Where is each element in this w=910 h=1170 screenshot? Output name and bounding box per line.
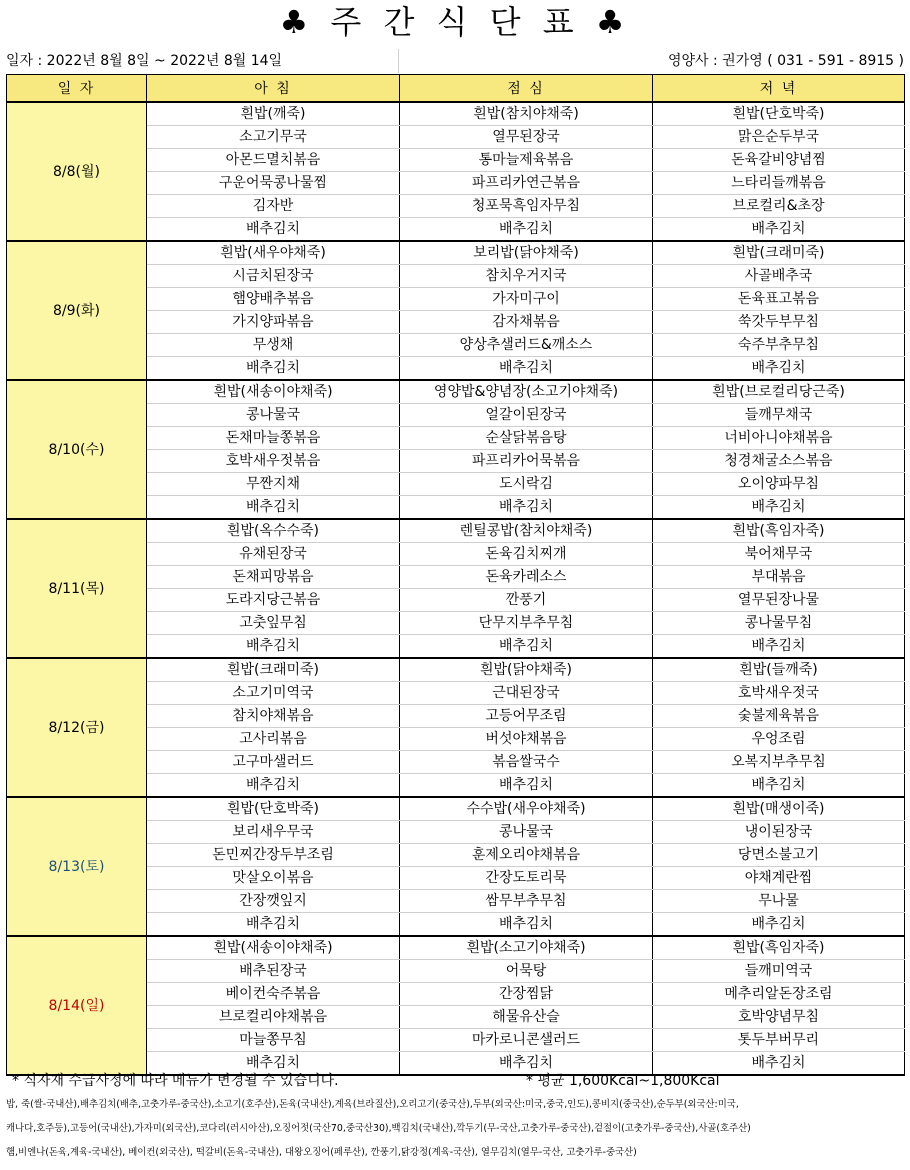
- footnotes: [6, 1068, 904, 1170]
- lunch-cell: 돈육카레소스: [400, 566, 653, 589]
- breakfast-cell: 흰밥(깨죽): [147, 102, 400, 126]
- date-cell: 8/9(화): [7, 241, 147, 380]
- dinner-cell: 흰밥(흑임자죽): [653, 519, 905, 543]
- dinner-cell: 냉이된장국: [653, 821, 905, 844]
- calorie-notice: * 평균 1,600Kcal~1,800Kcal: [526, 1073, 720, 1089]
- lunch-cell: 영양밥&양념장(소고기야채죽): [400, 380, 653, 404]
- lunch-cell: 해물유산슬: [400, 1006, 653, 1029]
- menu-body: [7, 102, 905, 1075]
- dinner-cell: 메추리알돈장조림: [653, 983, 905, 1006]
- breakfast-cell: 돈민찌간장두부조림: [147, 844, 400, 867]
- column-header-breakfast: 아 침: [147, 75, 400, 103]
- menu-row: [7, 936, 905, 960]
- breakfast-cell: 흰밥(옥수수죽): [147, 519, 400, 543]
- dinner-cell: 배추김치: [653, 635, 905, 659]
- menu-row: [7, 380, 905, 404]
- dinner-cell: 사골배추국: [653, 265, 905, 288]
- lunch-cell: 배추김치: [400, 496, 653, 520]
- lunch-cell: 배추김치: [400, 913, 653, 937]
- dinner-cell: 호박양념무침: [653, 1006, 905, 1029]
- note-row: [6, 1068, 904, 1094]
- dinner-cell: 맑은순두부국: [653, 126, 905, 149]
- breakfast-cell: 콩나물국: [147, 404, 400, 427]
- breakfast-cell: 햄양배추볶음: [147, 288, 400, 311]
- column-header-dinner: 저 녁: [653, 75, 905, 103]
- dinner-cell: 북어채무국: [653, 543, 905, 566]
- breakfast-cell: 고구마샐러드: [147, 751, 400, 774]
- dinner-cell: 들깨미역국: [653, 960, 905, 983]
- lunch-cell: 콩나물국: [400, 821, 653, 844]
- menu-row: [7, 102, 905, 126]
- lunch-cell: 어묵탕: [400, 960, 653, 983]
- date-cell: 8/10(수): [7, 380, 147, 519]
- lunch-cell: 깐풍기: [400, 589, 653, 612]
- date-cell: 8/14(일): [7, 936, 147, 1075]
- dinner-cell: 오복지부추무침: [653, 751, 905, 774]
- dinner-cell: 들깨무채국: [653, 404, 905, 427]
- origin-line: 햄,비엔나(돈육,계육-국내산), 베이컨(외국산), 떡갈비(돈육-국내산), 대왕오징어(페루산), 깐풍기,닭강정(계육-국산), 열무김치(열무-국산, 고춧가루-중국산): [6, 1147, 637, 1158]
- breakfast-cell: 배추김치: [147, 774, 400, 798]
- breakfast-cell: 구운어묵콩나물찜: [147, 172, 400, 195]
- lunch-cell: 도시락김: [400, 473, 653, 496]
- dinner-cell: 배추김치: [653, 913, 905, 937]
- date-cell: 8/12(금): [7, 658, 147, 797]
- lunch-cell: 고등어무조림: [400, 705, 653, 728]
- dinner-cell: 열무된장나물: [653, 589, 905, 612]
- dinner-cell: 무나물: [653, 890, 905, 913]
- lunch-cell: 배추김치: [400, 774, 653, 798]
- dinner-cell: 당면소불고기: [653, 844, 905, 867]
- breakfast-cell: 시금치된장국: [147, 265, 400, 288]
- weekly-menu-table: [6, 74, 905, 1076]
- dinner-cell: 흰밥(매생이죽): [653, 797, 905, 821]
- lunch-cell: 단무지부추무침: [400, 612, 653, 635]
- dinner-cell: 배추김치: [653, 357, 905, 381]
- breakfast-cell: 배추김치: [147, 496, 400, 520]
- lunch-cell: 순살닭볶음탕: [400, 427, 653, 450]
- lunch-cell: 수수밥(새우야채죽): [400, 797, 653, 821]
- breakfast-cell: 흰밥(단호박죽): [147, 797, 400, 821]
- dinner-cell: 숯불제육볶음: [653, 705, 905, 728]
- breakfast-cell: 도라지당근볶음: [147, 589, 400, 612]
- lunch-cell: 배추김치: [400, 635, 653, 659]
- menu-row: [7, 241, 905, 265]
- dinner-cell: 배추김치: [653, 774, 905, 798]
- dinner-cell: 콩나물무침: [653, 612, 905, 635]
- breakfast-cell: 무생채: [147, 334, 400, 357]
- dinner-cell: 브로컬리&초장: [653, 195, 905, 218]
- date-cell: 8/11(목): [7, 519, 147, 658]
- menu-row: [7, 658, 905, 682]
- breakfast-cell: 베이컨숙주볶음: [147, 983, 400, 1006]
- lunch-cell: 볶음쌀국수: [400, 751, 653, 774]
- dinner-cell: 흰밥(크래미죽): [653, 241, 905, 265]
- lunch-cell: 양상추샐러드&깨소스: [400, 334, 653, 357]
- lunch-cell: 버섯야채볶음: [400, 728, 653, 751]
- breakfast-cell: 참치야채볶음: [147, 705, 400, 728]
- breakfast-cell: 브로컬리야채볶음: [147, 1006, 400, 1029]
- column-header-date: 일 자: [7, 75, 147, 103]
- lunch-cell: 흰밥(닭야채죽): [400, 658, 653, 682]
- lunch-cell: 간장도토리묵: [400, 867, 653, 890]
- menu-row: [7, 797, 905, 821]
- breakfast-cell: 배추김치: [147, 357, 400, 381]
- dinner-cell: 흰밥(들깨죽): [653, 658, 905, 682]
- breakfast-cell: 김자반: [147, 195, 400, 218]
- breakfast-cell: 돈채피망볶음: [147, 566, 400, 589]
- dinner-cell: 청경채굴소스볶음: [653, 450, 905, 473]
- breakfast-cell: 배추김치: [147, 1052, 400, 1076]
- breakfast-cell: 흰밥(새송이야채죽): [147, 380, 400, 404]
- breakfast-cell: 아몬드멸치볶음: [147, 149, 400, 172]
- subheader-divider: [398, 49, 399, 73]
- breakfast-cell: 보리새우무국: [147, 821, 400, 844]
- menu-row: [7, 519, 905, 543]
- breakfast-cell: 소고기미역국: [147, 682, 400, 705]
- dinner-cell: 호박새우젓국: [653, 682, 905, 705]
- breakfast-cell: 흰밥(새송이야채죽): [147, 936, 400, 960]
- breakfast-cell: 간장깻잎지: [147, 890, 400, 913]
- dietitian-label: 영양사 : 권가영 ( 031 - 591 - 8915 ): [667, 53, 904, 69]
- date-cell: 8/8(월): [7, 102, 147, 241]
- dinner-cell: 너비아니야채볶음: [653, 427, 905, 450]
- dinner-cell: 우엉조림: [653, 728, 905, 751]
- dinner-cell: 흰밥(흑임자죽): [653, 936, 905, 960]
- breakfast-cell: 마늘쫑무침: [147, 1029, 400, 1052]
- origin-line: 캐나다,호주등),고등어(국내산),가자미(외국산),코다리(러시아산),오징어젓(국산70,중국산30),백김치(국내산),깍두기(무-국산,고춧가루-중국산),겉절이(고춧가루-중국산),사골(호주산): [6, 1123, 751, 1134]
- lunch-cell: 가자미구이: [400, 288, 653, 311]
- dinner-cell: 배추김치: [653, 1052, 905, 1076]
- table-header-row: [7, 75, 905, 103]
- breakfast-cell: 호박새우젓볶음: [147, 450, 400, 473]
- dinner-cell: 톳두부버무리: [653, 1029, 905, 1052]
- breakfast-cell: 맛살오이볶음: [147, 867, 400, 890]
- dinner-cell: 부대볶음: [653, 566, 905, 589]
- breakfast-cell: 배추된장국: [147, 960, 400, 983]
- lunch-cell: 감자채볶음: [400, 311, 653, 334]
- lunch-cell: 간장찜닭: [400, 983, 653, 1006]
- page-title: ♣ 주 간 식 단 표 ♣: [279, 3, 631, 41]
- breakfast-cell: 흰밥(크래미죽): [147, 658, 400, 682]
- breakfast-cell: 가지양파볶음: [147, 311, 400, 334]
- dinner-cell: 쑥갓두부무침: [653, 311, 905, 334]
- breakfast-cell: 배추김치: [147, 913, 400, 937]
- lunch-cell: 마카로니콘샐러드: [400, 1029, 653, 1052]
- lunch-cell: 보리밥(닭야채죽): [400, 241, 653, 265]
- period-label: 일자 : 2022년 8월 8일 ~ 2022년 8월 14일: [6, 53, 283, 69]
- lunch-cell: 근대된장국: [400, 682, 653, 705]
- subheader: [6, 49, 904, 73]
- lunch-cell: 참치우거지국: [400, 265, 653, 288]
- lunch-cell: 얼갈이된장국: [400, 404, 653, 427]
- breakfast-cell: 무짠지채: [147, 473, 400, 496]
- lunch-cell: 쌈무부추무침: [400, 890, 653, 913]
- lunch-cell: 파프리카연근볶음: [400, 172, 653, 195]
- lunch-cell: 열무된장국: [400, 126, 653, 149]
- dinner-cell: 느타리들깨볶음: [653, 172, 905, 195]
- breakfast-cell: 소고기무국: [147, 126, 400, 149]
- lunch-cell: 훈제오리야채볶음: [400, 844, 653, 867]
- lunch-cell: 돈육김치찌개: [400, 543, 653, 566]
- origin-line: 밥, 죽(쌀-국내산),배추김치(배추,고춧가루-중국산),소고기(호주산),돈육(국내산),계육(브라질산),오리고기(중국산),두부(외국산:미국,중국,인도),콩비지(중국산),순두부(외국산:미국,: [6, 1099, 739, 1110]
- dinner-cell: 배추김치: [653, 496, 905, 520]
- dinner-cell: 숙주부추무침: [653, 334, 905, 357]
- lunch-cell: 청포묵흑임자무침: [400, 195, 653, 218]
- lunch-cell: 파프리카어묵볶음: [400, 450, 653, 473]
- breakfast-cell: 유채된장국: [147, 543, 400, 566]
- lunch-cell: 흰밥(참치야채죽): [400, 102, 653, 126]
- menu-change-notice: * 식자재 수급사정에 따라 메뉴가 변경될 수 있습니다.: [12, 1073, 339, 1089]
- dinner-cell: 흰밥(단호박죽): [653, 102, 905, 126]
- breakfast-cell: 흰밥(새우야채죽): [147, 241, 400, 265]
- dinner-cell: 야채계란찜: [653, 867, 905, 890]
- dinner-cell: 오이양파무침: [653, 473, 905, 496]
- dinner-cell: 흰밥(브로컬리당근죽): [653, 380, 905, 404]
- breakfast-cell: 고사리볶음: [147, 728, 400, 751]
- lunch-cell: 렌틸콩밥(참치야채죽): [400, 519, 653, 543]
- date-cell: 8/13(토): [7, 797, 147, 936]
- breakfast-cell: 배추김치: [147, 218, 400, 242]
- lunch-cell: 흰밥(소고기야채죽): [400, 936, 653, 960]
- dinner-cell: 돈육갈비양념찜: [653, 149, 905, 172]
- breakfast-cell: 배추김치: [147, 635, 400, 659]
- lunch-cell: 배추김치: [400, 1052, 653, 1076]
- dinner-cell: 돈육표고볶음: [653, 288, 905, 311]
- lunch-cell: 배추김치: [400, 357, 653, 381]
- breakfast-cell: 고춧잎무침: [147, 612, 400, 635]
- lunch-cell: 통마늘제육볶음: [400, 149, 653, 172]
- column-header-lunch: 점 심: [400, 75, 653, 103]
- breakfast-cell: 돈채마늘쫑볶음: [147, 427, 400, 450]
- dinner-cell: 배추김치: [653, 218, 905, 242]
- lunch-cell: 배추김치: [400, 218, 653, 242]
